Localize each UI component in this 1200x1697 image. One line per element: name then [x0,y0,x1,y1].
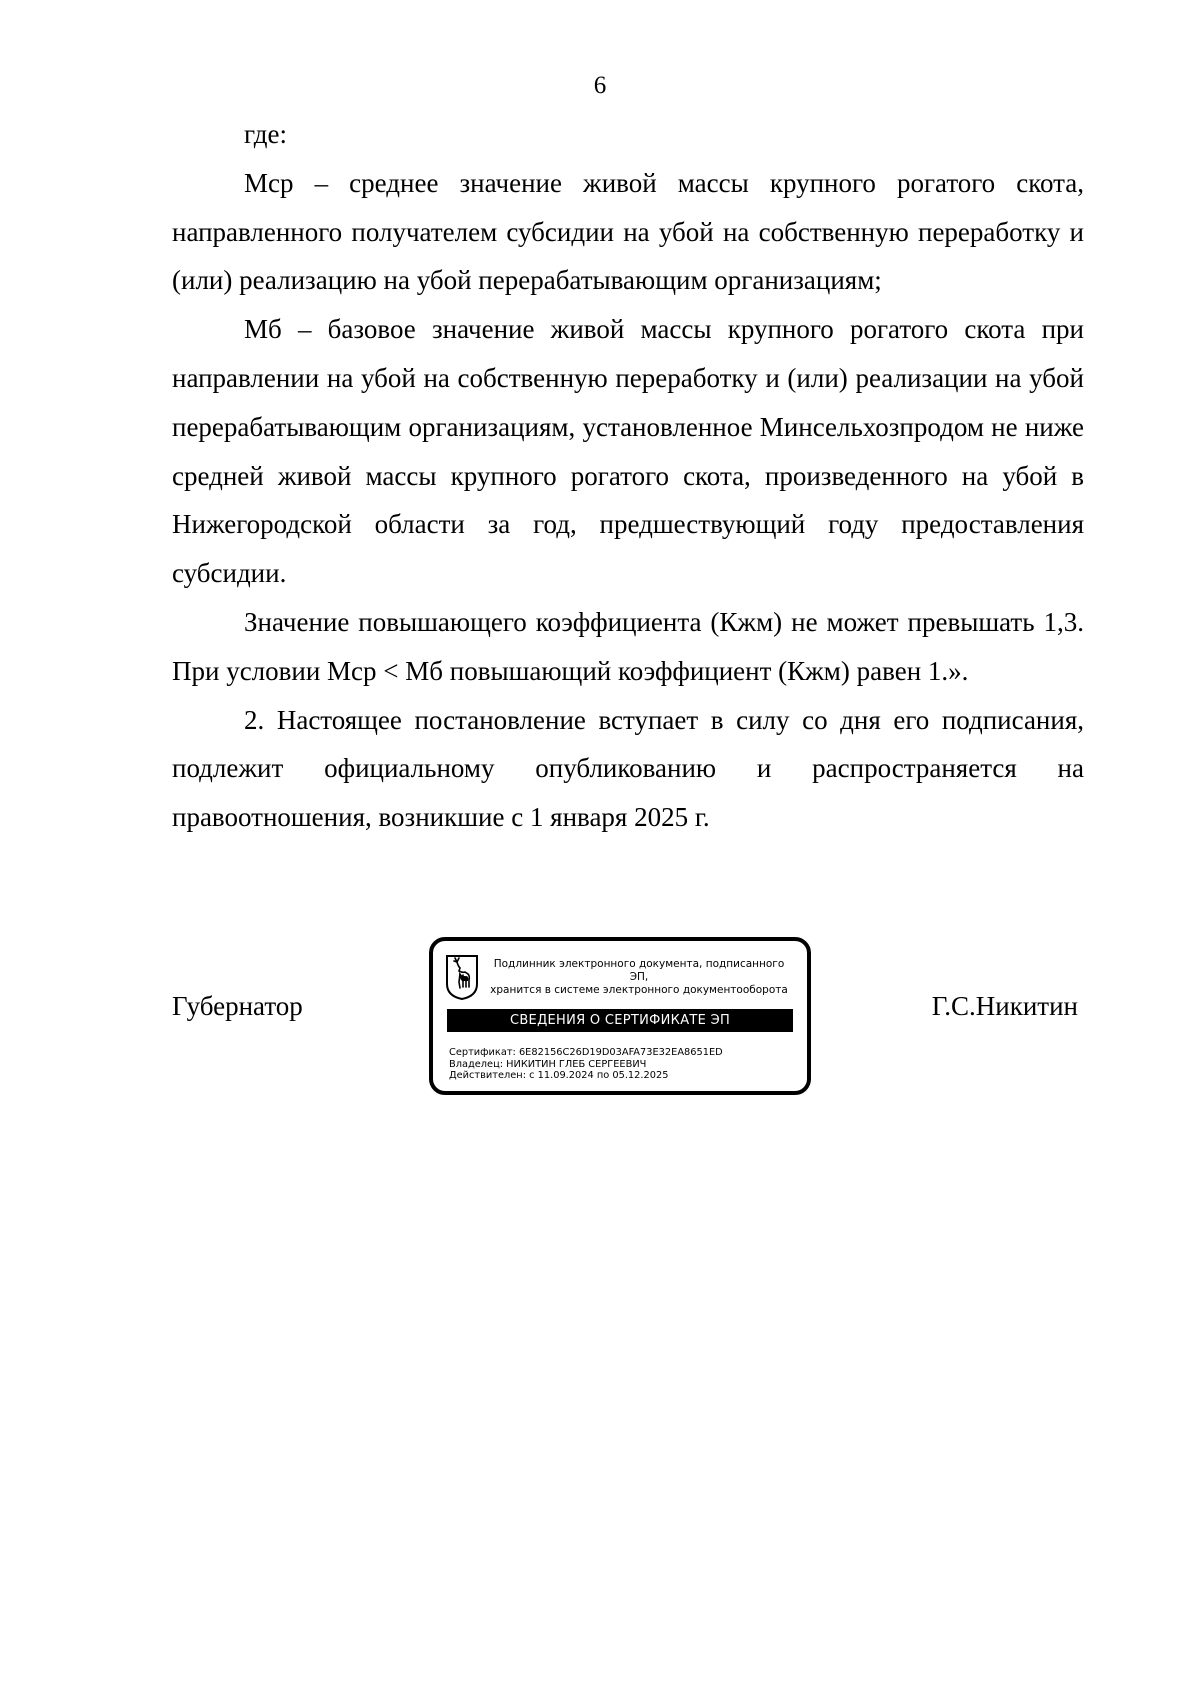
certificate-owner: Владелец: НИКИТИН ГЛЕБ СЕРГЕЕВИЧ [449,1058,647,1070]
stamp-header-line: хранится в системе электронного документооборота [490,983,788,996]
stamp-header-line: Подлинник электронного документа, подписанного ЭП, [493,957,785,983]
stamp-certificate-bar: СВЕДЕНИЯ О СЕРТИФИКАТЕ ЭП [447,1009,793,1032]
paragraph-mb-definition: Мб – базовое значение живой массы крупного рогатого скота при направлении на убой на собственную переработку и (или) реализации на убой перерабатывающим организациям, установленное Минсельхозпродом не ниже средней живой массы крупного рогатого скота, произведенного на убой в Нижегородской области за год, предшествующий году предоставления субсидии. [172,314,1084,589]
electronic-signature-stamp [429,937,811,1095]
certificate-validity: Действителен: с 11.09.2024 по 05.12.2025 [449,1070,669,1081]
stamp-certificate-details [449,1047,795,1082]
paragraph-coefficient-limit: Значение повышающего коэффициента (Кжм) не может превышать 1,3. При условии Мср < Мб повышающий коэффициент (Кжм) равен 1.». [172,606,1084,686]
signature-block [172,937,1084,1097]
page-number: 6 [593,72,607,99]
stamp-header-text [483,958,795,997]
paragraph-where: где: [244,119,287,149]
paragraph-msr-definition: Мср – среднее значение живой массы крупного рогатого скота, направленного получателем субсидии на убой на собственную переработку и (или) реализацию на убой перерабатывающим организациям; [172,167,1084,296]
signatory-name: Г.С.Никитин [931,991,1078,1021]
deer-coat-of-arms-icon [445,954,479,1000]
paragraph-effective-date: 2. Настоящее постановление вступает в силу со дня его подписания, подлежит официальному опубликованию и распространяется на правоотношения, возникшие с 1 января 2025 г. [172,704,1084,833]
document-body [172,110,1084,842]
stamp-header [445,951,795,1003]
signatory-title: Губернатор [172,991,303,1021]
certificate-number: Сертификат: 6E82156C26D19D03AFA73E32EA8651ED [449,1047,723,1058]
